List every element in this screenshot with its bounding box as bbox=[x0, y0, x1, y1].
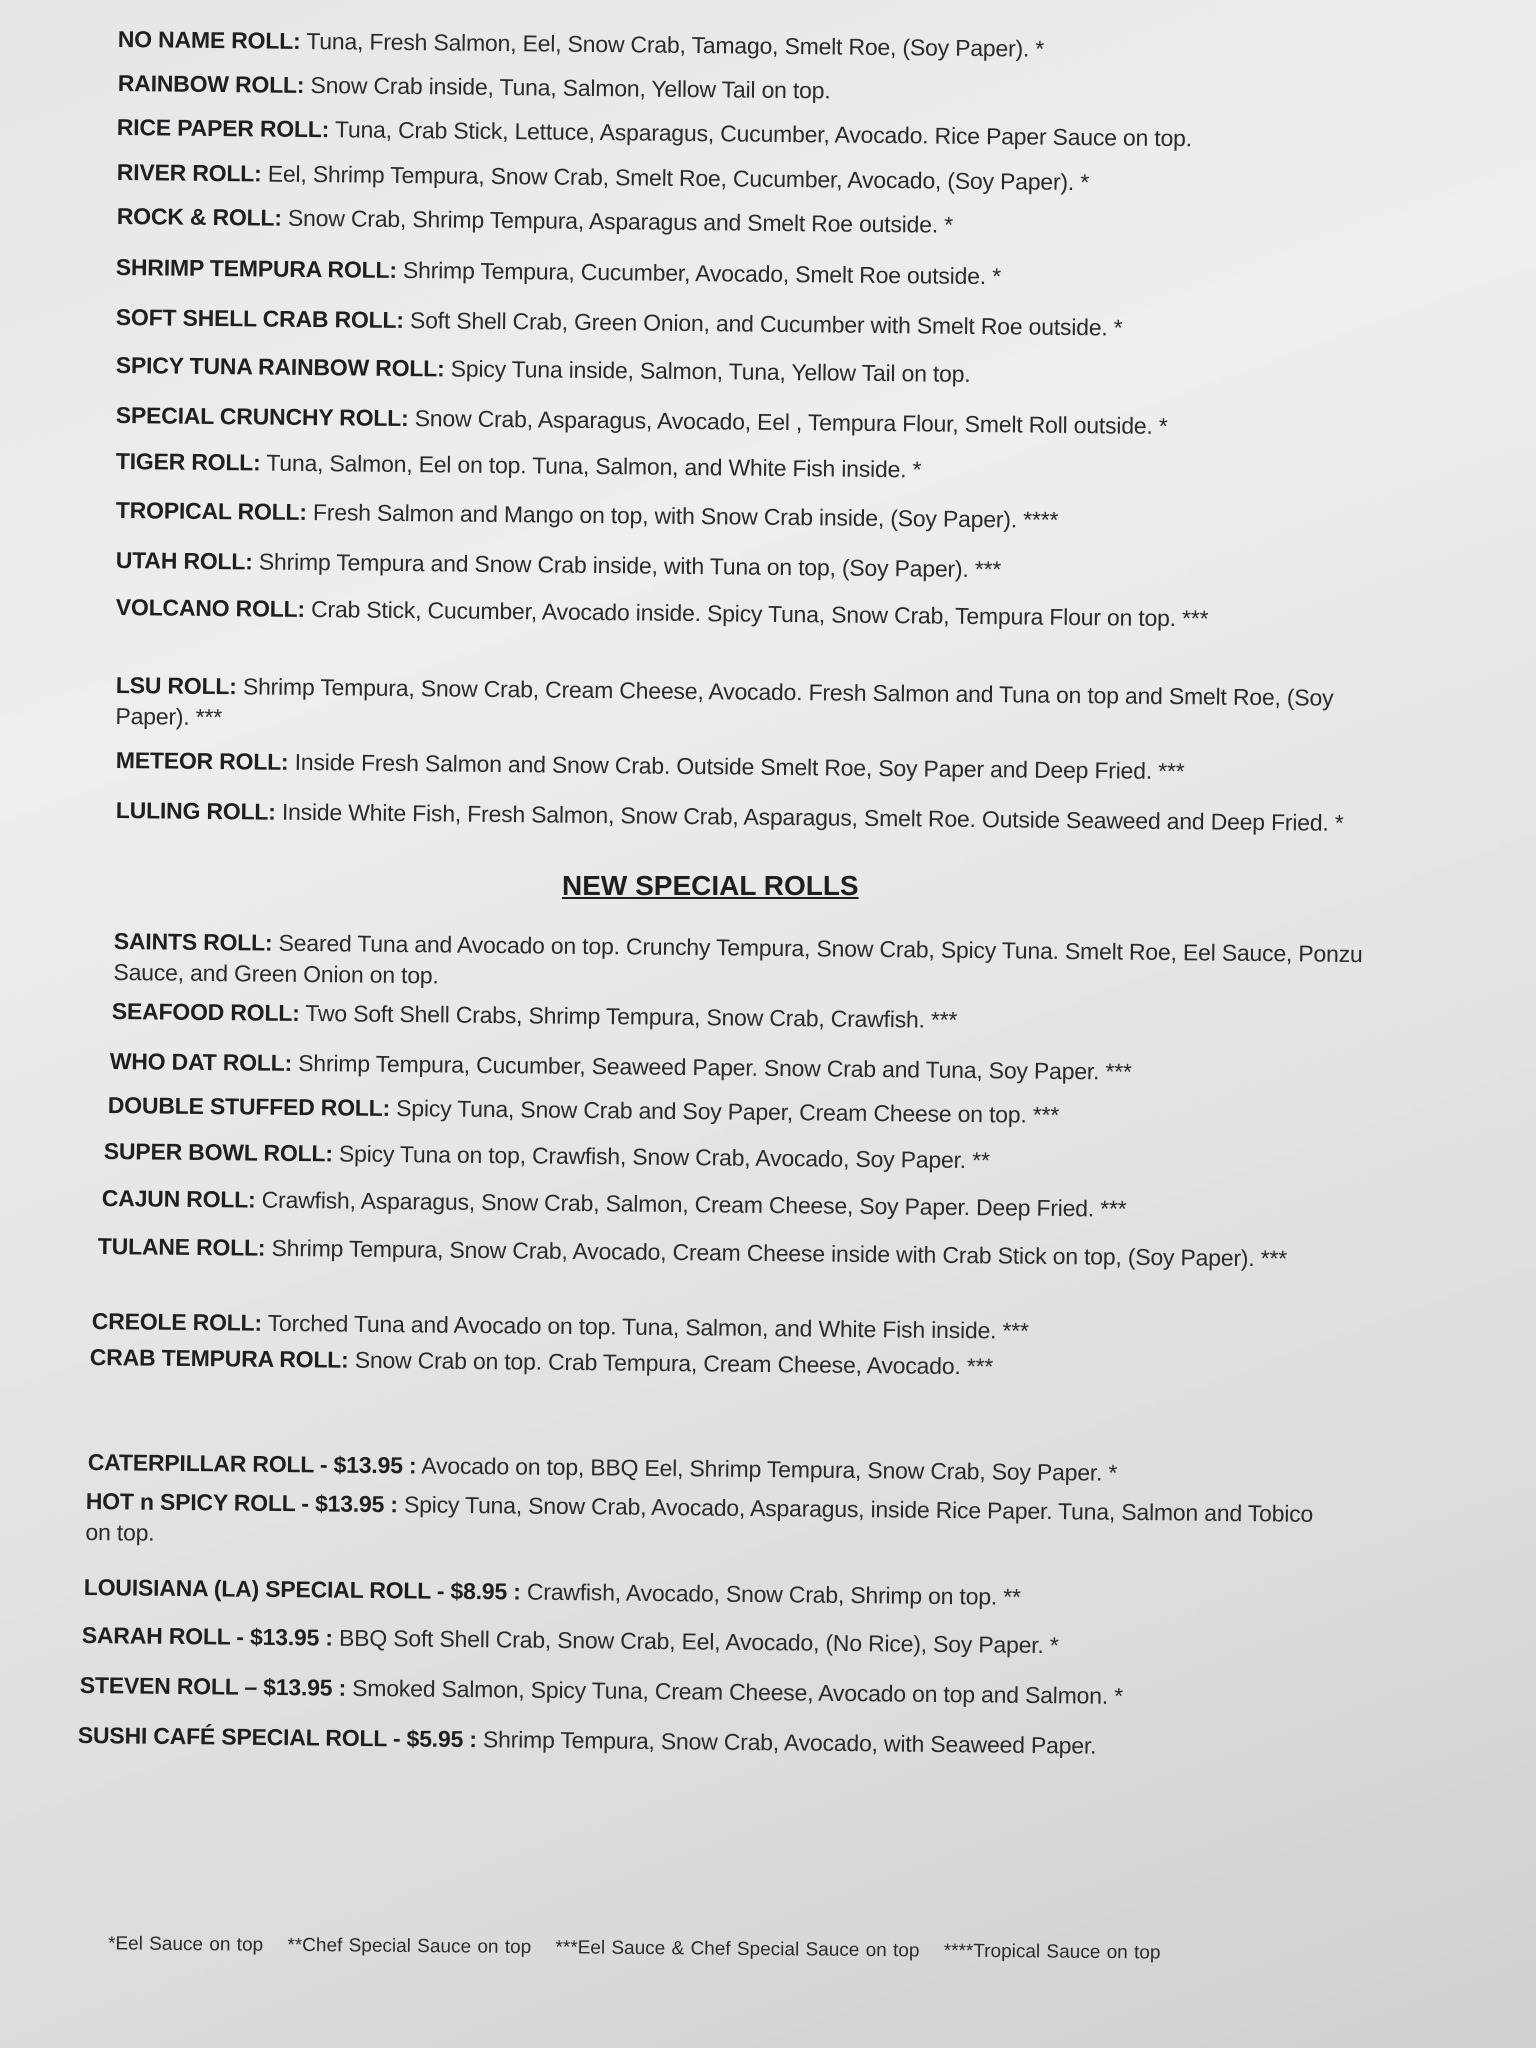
menu-item bbox=[116, 795, 1366, 839]
menu-item bbox=[112, 996, 1362, 1040]
roll-description: Shrimp Tempura and Snow Crab inside, with Tuna on top, (Soy Paper). *** bbox=[258, 548, 1002, 583]
roll-description: Spicy Tuna, Snow Crab and Soy Paper, Cream Cheese on top. *** bbox=[396, 1095, 1060, 1128]
menu-item bbox=[115, 670, 1366, 745]
roll-description: Seared Tuna and Avocado on top. Crunchy Tempura, Snow Crab, Spicy Tuna. Smelt Roe, Eel Sauce, Ponzu Sauce, and Green Onion on top. bbox=[113, 929, 1363, 989]
roll-description: Crab Stick, Cucumber, Avocado inside. Spicy Tuna, Snow Crab, Tempura Flour on top. *** bbox=[310, 596, 1209, 632]
legend-eel-sauce: *Eel Sauce on top bbox=[107, 1933, 264, 1956]
roll-description: Shrimp Tempura, Cucumber, Avocado, Smelt Roe outside. * bbox=[402, 257, 1002, 290]
legend-chef-sauce: **Chef Special Sauce on top bbox=[287, 1934, 532, 1959]
menu-item bbox=[116, 495, 1366, 539]
roll-name: SAINTS ROLL: bbox=[113, 927, 273, 956]
roll-description: Soft Shell Crab, Green Onion, and Cucumber with Smelt Roe outside. * bbox=[409, 307, 1123, 341]
menu-item bbox=[108, 1090, 1358, 1134]
roll-name: CATERPILLAR ROLL - $13.95 : bbox=[87, 1448, 417, 1479]
menu-item bbox=[116, 302, 1366, 346]
menu-item bbox=[117, 112, 1367, 156]
roll-name: SOFT SHELL CRAB ROLL: bbox=[115, 303, 404, 334]
roll-description: Torched Tuna and Avocado on top. Tuna, Salmon, and White Fish inside. *** bbox=[267, 1309, 1029, 1344]
roll-description: Spicy Tuna on top, Crawfish, Snow Crab, Avocado, Soy Paper. ** bbox=[338, 1140, 990, 1174]
roll-description: Tuna, Fresh Salmon, Eel, Snow Crab, Tamago, Smelt Roe, (Soy Paper). * bbox=[306, 27, 1045, 62]
menu-item bbox=[117, 201, 1367, 245]
roll-description: Tuna, Crab Stick, Lettuce, Asparagus, Cucumber, Avocado. Rice Paper Sauce on top. bbox=[334, 116, 1193, 152]
menu-item bbox=[118, 68, 1368, 112]
roll-description: Eel, Shrimp Tempura, Snow Crab, Smelt Roe, Cucumber, Avocado, (Soy Paper). * bbox=[267, 160, 1090, 196]
menu-item bbox=[90, 1342, 1340, 1386]
roll-name: ROCK & ROLL: bbox=[116, 202, 282, 231]
roll-description: Snow Crab inside, Tuna, Salmon, Yellow Tail on top. bbox=[310, 72, 831, 104]
roll-description: Crawfish, Asparagus, Snow Crab, Salmon, Cream Cheese, Soy Paper. Deep Fried. *** bbox=[261, 1186, 1127, 1222]
roll-name: SARAH ROLL - $13.95 : bbox=[81, 1621, 333, 1651]
menu-item bbox=[84, 1572, 1334, 1616]
menu-item bbox=[116, 446, 1366, 490]
menu-item bbox=[82, 1620, 1332, 1664]
roll-name: HOT n SPICY ROLL - $13.95 : bbox=[85, 1487, 398, 1518]
roll-name: SEAFOOD ROLL: bbox=[111, 997, 300, 1026]
roll-description: Avocado on top, BBQ Eel, Shrimp Tempura, Snow Crab, Soy Paper. * bbox=[421, 1452, 1118, 1486]
menu-item bbox=[102, 1183, 1352, 1227]
legend-eel-chef-sauce: ***Eel Sauce & Chef Special Sauce on top bbox=[555, 1937, 920, 1962]
menu-item bbox=[116, 350, 1366, 394]
roll-description: Shrimp Tempura, Snow Crab, Avocado, with Seaweed Paper. bbox=[482, 1726, 1097, 1759]
roll-name: STEVEN ROLL – $13.95 : bbox=[79, 1671, 347, 1701]
menu-item bbox=[113, 926, 1364, 1001]
roll-name: SPECIAL CRUNCHY ROLL: bbox=[115, 401, 409, 432]
roll-description: Snow Crab, Asparagus, Avocado, Eel , Tempura Flour, Smelt Roll outside. * bbox=[414, 405, 1168, 440]
roll-name: TROPICAL ROLL: bbox=[115, 496, 307, 525]
roll-name: SPICY TUNA RAINBOW ROLL: bbox=[115, 351, 445, 382]
menu-item bbox=[98, 1231, 1348, 1275]
menu-item bbox=[116, 400, 1366, 444]
menu-item bbox=[88, 1447, 1338, 1491]
new-special-rolls-heading: NEW SPECIAL ROLLS bbox=[562, 870, 859, 901]
roll-description: BBQ Soft Shell Crab, Snow Crab, Eel, Avocado, (No Rice), Soy Paper. * bbox=[338, 1624, 1059, 1659]
roll-description: Spicy Tuna inside, Salmon, Tuna, Yellow Tail on top. bbox=[450, 355, 971, 387]
roll-name: RAINBOW ROLL: bbox=[117, 69, 305, 98]
roll-name: CRAB TEMPURA ROLL: bbox=[89, 1343, 349, 1373]
roll-description: Crawfish, Avocado, Snow Crab, Shrimp on top. ** bbox=[526, 1578, 1021, 1610]
menu-item bbox=[78, 1720, 1328, 1764]
roll-description: Snow Crab on top. Crab Tempura, Cream Cheese, Avocado. *** bbox=[354, 1346, 994, 1380]
roll-description: Shrimp Tempura, Snow Crab, Avocado, Cream Cheese inside with Crab Stick on top, (Soy Paper). *** bbox=[271, 1234, 1288, 1272]
menu-item bbox=[116, 252, 1366, 296]
menu-item bbox=[80, 1670, 1330, 1714]
roll-description: Inside White Fish, Fresh Salmon, Snow Crab, Asparagus, Smelt Roe. Outside Seaweed and Deep Fried. * bbox=[281, 798, 1344, 836]
roll-name: WHO DAT ROLL: bbox=[109, 1047, 293, 1076]
menu-item bbox=[110, 1046, 1360, 1090]
roll-name: LSU ROLL: bbox=[115, 671, 237, 700]
legend-tropical-sauce: ****Tropical Sauce on top bbox=[943, 1940, 1161, 1964]
roll-name: NO NAME ROLL: bbox=[117, 25, 301, 54]
roll-description: Smoked Salmon, Spicy Tuna, Cream Cheese, Avocado on top and Salmon. * bbox=[352, 1674, 1124, 1709]
menu-item bbox=[116, 745, 1366, 789]
roll-description: Shrimp Tempura, Cucumber, Seaweed Paper. Snow Crab and Tuna, Soy Paper. *** bbox=[298, 1049, 1132, 1085]
roll-name: UTAH ROLL: bbox=[115, 546, 253, 575]
roll-description: Inside Fresh Salmon and Snow Crab. Outside Smelt Roe, Soy Paper and Deep Fried. *** bbox=[294, 748, 1185, 785]
roll-name: CAJUN ROLL: bbox=[101, 1184, 256, 1213]
roll-name: RIVER ROLL: bbox=[116, 158, 262, 187]
roll-name: VOLCANO ROLL: bbox=[115, 593, 306, 622]
roll-name: SUSHI CAFÉ SPECIAL ROLL - $5.95 : bbox=[77, 1721, 477, 1753]
menu-item bbox=[118, 24, 1368, 68]
menu-item bbox=[104, 1136, 1354, 1180]
roll-description: Snow Crab, Shrimp Tempura, Asparagus and Smelt Roe outside. * bbox=[287, 204, 954, 238]
roll-description: Shrimp Tempura, Snow Crab, Cream Cheese, Avocado. Fresh Salmon and Tuna on top and Smelt Roe, (Soy Paper). *** bbox=[115, 673, 1334, 731]
sauce-legend bbox=[108, 1933, 1179, 1964]
roll-name: TIGER ROLL: bbox=[115, 447, 261, 476]
roll-name: LULING ROLL: bbox=[115, 796, 276, 825]
roll-description: Tuna, Salmon, Eel on top. Tuna, Salmon, and White Fish inside. * bbox=[266, 449, 922, 483]
menu-item bbox=[116, 592, 1366, 636]
roll-name: LOUISIANA (LA) SPECIAL ROLL - $8.95 : bbox=[83, 1573, 521, 1605]
roll-name: DOUBLE STUFFED ROLL: bbox=[107, 1091, 391, 1121]
roll-name: TULANE ROLL: bbox=[97, 1232, 266, 1261]
roll-description: Two Soft Shell Crabs, Shrimp Tempura, Snow Crab, Crawfish. *** bbox=[305, 1000, 958, 1033]
roll-name: RICE PAPER ROLL: bbox=[116, 113, 330, 143]
roll-name: CREOLE ROLL: bbox=[91, 1307, 263, 1336]
roll-name: SHRIMP TEMPURA ROLL: bbox=[115, 253, 397, 283]
roll-description: Fresh Salmon and Mango on top, with Snow Crab inside, (Soy Paper). **** bbox=[312, 499, 1059, 533]
menu-item bbox=[116, 545, 1366, 589]
roll-description: Spicy Tuna, Snow Crab, Avocado, Asparagus, inside Rice Paper. Tuna, Salmon and Tobico on top. bbox=[85, 1491, 1314, 1546]
menu-item bbox=[117, 157, 1367, 201]
roll-name: SUPER BOWL ROLL: bbox=[103, 1137, 333, 1167]
menu-item bbox=[85, 1486, 1336, 1561]
roll-name: METEOR ROLL: bbox=[115, 746, 289, 775]
